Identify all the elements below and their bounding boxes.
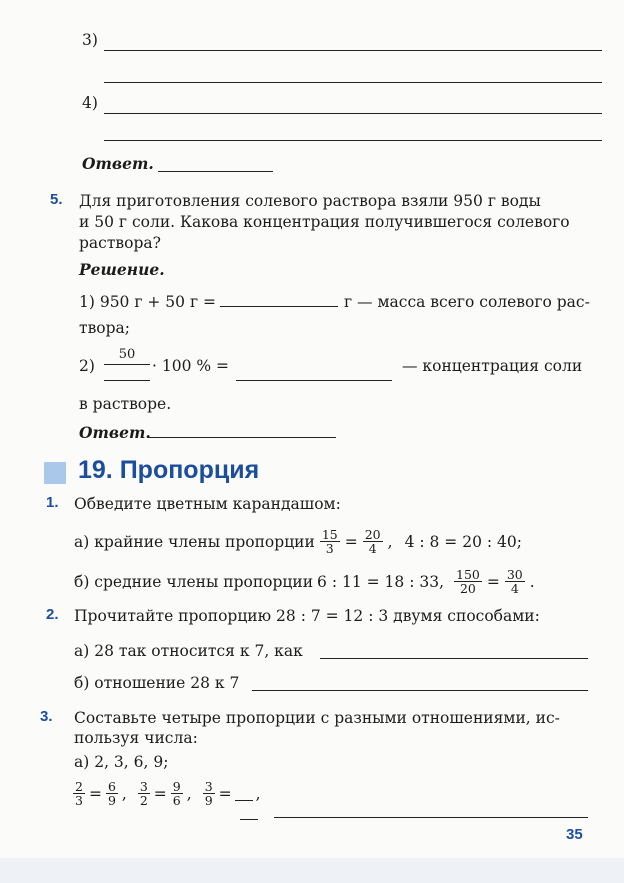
comma: , [186, 784, 192, 803]
step-2-input[interactable] [236, 380, 392, 381]
task-1a-row [74, 528, 522, 555]
step-1-right: г — масса всего солевого рас- [344, 293, 590, 311]
fraction [363, 528, 383, 555]
item-4-label: 4) [82, 94, 98, 112]
item-3-label: 3) [82, 31, 98, 49]
proportion-expression: 6 : 11 = 18 : 33, [317, 572, 444, 591]
equals-sign: = [218, 784, 232, 803]
task-text: Для приготовления солевого раствора взяли 950 г воды [79, 192, 541, 210]
period: . [529, 572, 535, 591]
task-2b-label: б) отношение 28 к 7 [74, 674, 240, 692]
numerator: 30 [506, 567, 523, 582]
numerator: 6 [107, 779, 116, 794]
task-text: Прочитайте пропорцию 28 : 7 = 12 : 3 двумя способами: [74, 607, 540, 625]
numerator: 20 [364, 527, 381, 542]
fraction-denominator-blank[interactable] [240, 819, 258, 820]
proportion-expression: 4 : 8 = 20 : 40; [404, 532, 522, 551]
step-1-left: 1) 950 г + 50 г = [79, 293, 216, 311]
task-1b-row [74, 568, 535, 595]
task-3a-proportions [72, 780, 261, 807]
fraction [454, 568, 482, 595]
fraction [505, 568, 525, 595]
answer-line[interactable] [104, 140, 602, 141]
step-2-expression: · 100 % = [152, 357, 230, 375]
answer-line[interactable] [104, 82, 602, 83]
task-2b-input[interactable] [252, 690, 588, 691]
section-title: 19. Пропорция [78, 456, 260, 484]
denominator: 9 [107, 793, 116, 808]
denominator: 4 [510, 581, 519, 596]
denominator: 9 [204, 793, 213, 808]
denominator: 2 [139, 793, 148, 808]
answer-line[interactable] [104, 50, 602, 51]
task-text: Обведите цветным карандашом: [74, 495, 341, 513]
equals-sign: = [153, 784, 167, 803]
denominator: 3 [75, 793, 83, 808]
task-1b-label: б) средние члены пропорции [74, 572, 314, 591]
denominator: 6 [172, 793, 181, 808]
numerator: 3 [139, 779, 148, 794]
solution-label: Решение. [79, 260, 165, 279]
task-text: Составьте четыре пропорции с разными отношениями, ис- [74, 709, 560, 727]
step-2-continued: в растворе. [79, 395, 172, 413]
page-number: 35 [566, 826, 583, 843]
task-number: 2. [46, 606, 59, 623]
denominator: 4 [368, 541, 377, 556]
denominator: 3 [325, 541, 334, 556]
heading-marker [44, 462, 66, 484]
step-2-right: — концентрация соли [402, 357, 583, 375]
task-1a-label: а) крайние члены пропорции [74, 532, 315, 551]
task-3a-label: а) 2, 3, 6, 9; [74, 753, 169, 771]
answer-label: Ответ. [79, 423, 151, 442]
numerator: 9 [172, 779, 181, 794]
page-footer-band [0, 858, 624, 883]
task-number: 5. [50, 191, 63, 208]
task-number: 1. [46, 494, 59, 511]
answer-field[interactable] [148, 437, 336, 438]
fraction-blank[interactable] [235, 786, 253, 801]
fraction-numerator: 50 [118, 347, 136, 362]
fraction [203, 780, 215, 807]
task-3a-input[interactable] [274, 817, 588, 818]
task-number: 3. [40, 708, 53, 725]
numerator: 2 [75, 779, 83, 794]
step-1-continued: твора; [79, 319, 131, 337]
numerator: 150 [456, 567, 480, 582]
numerator: 3 [204, 779, 213, 794]
task-text: и 50 г соли. Какова концентрация получившегося солевого [79, 213, 570, 231]
task-2a-input[interactable] [320, 658, 588, 659]
task-text: раствора? [79, 234, 161, 252]
fraction [171, 780, 183, 807]
fraction-bar [104, 364, 150, 365]
fraction [73, 780, 85, 807]
answer-line[interactable] [104, 113, 602, 114]
comma: , [255, 784, 261, 803]
comma: , [387, 532, 393, 551]
answer-label: Ответ. [82, 154, 154, 173]
equals-sign: = [486, 572, 500, 591]
equals-sign: = [88, 784, 102, 803]
task-text: пользуя числа: [74, 729, 198, 747]
comma: , [121, 784, 127, 803]
task-2a-label: а) 28 так относится к 7, как [74, 642, 303, 660]
fraction-denominator-input[interactable] [104, 380, 150, 381]
step-1-input[interactable] [220, 306, 338, 307]
answer-field[interactable] [158, 171, 273, 172]
denominator: 20 [459, 581, 476, 596]
equals-sign: = [344, 532, 358, 551]
fraction [138, 780, 150, 807]
fraction [106, 780, 118, 807]
numerator: 15 [321, 527, 338, 542]
step-2-label: 2) [79, 357, 95, 375]
fraction [320, 528, 340, 555]
